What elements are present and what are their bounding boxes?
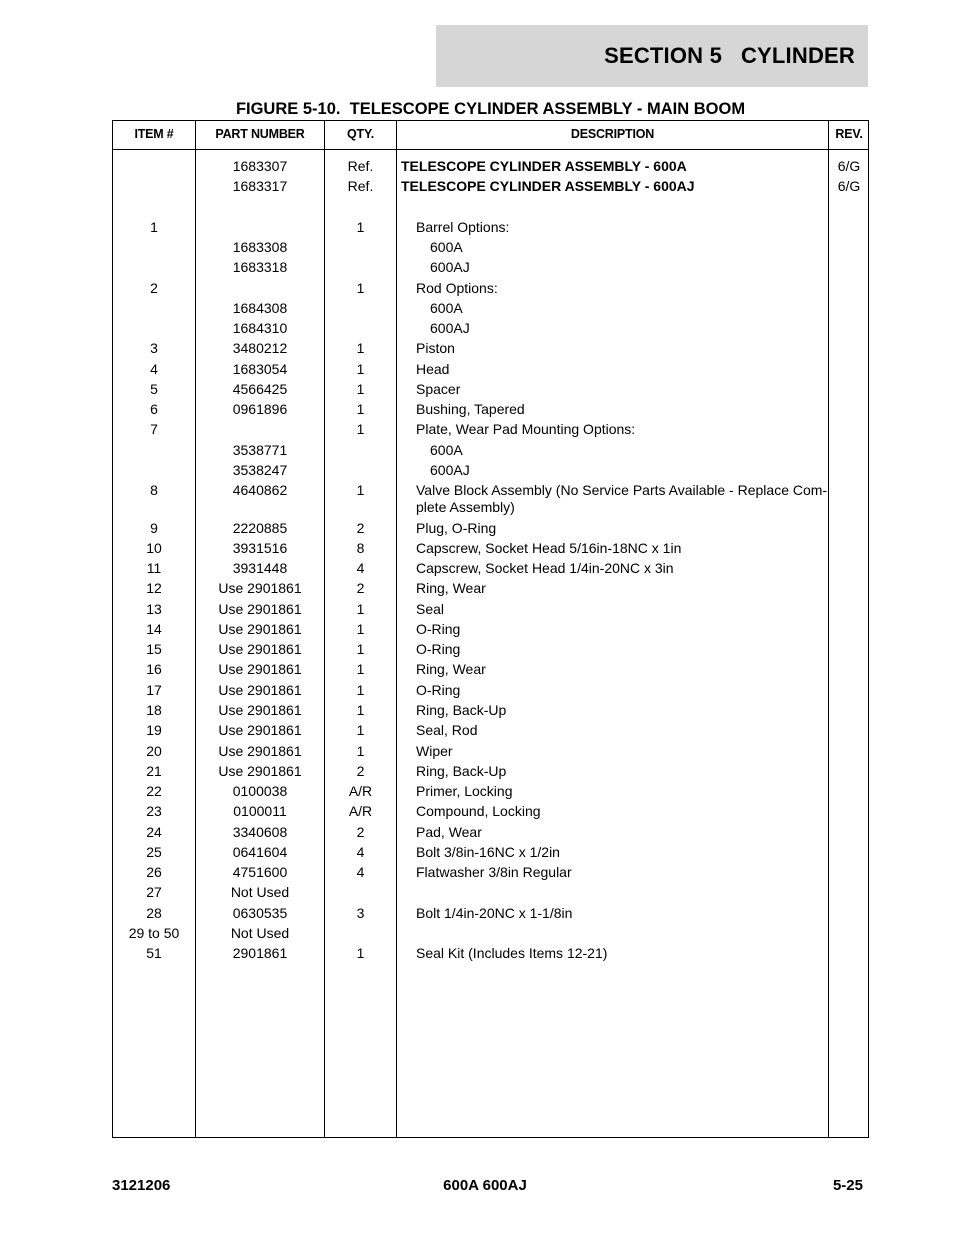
description-cell: Primer, Locking	[416, 783, 513, 799]
description-cell: 600A	[430, 300, 463, 316]
qty-cell: 1	[356, 661, 365, 677]
table-row	[113, 661, 868, 682]
description-cell: Pad, Wear	[416, 824, 482, 840]
qty-cell: 1	[356, 641, 365, 657]
table-row	[113, 300, 868, 320]
description-cell: 600AJ	[430, 320, 470, 336]
part-number-cell: 1683317	[232, 178, 288, 194]
part-number-cell: 1684308	[232, 300, 288, 316]
item-cell: 3	[150, 340, 158, 356]
description-cell: Seal, Rod	[416, 722, 478, 738]
table-row	[113, 158, 868, 178]
part-number-cell: 3931516	[232, 540, 288, 556]
description-cell: Wiper	[416, 743, 453, 759]
description-cell: Plug, O-Ring	[416, 520, 497, 536]
part-number-cell: Use 2901861	[218, 580, 302, 596]
item-cell: 17	[146, 682, 162, 698]
part-number-cell: 0630535	[232, 905, 288, 921]
column-header-description: DESCRIPTION	[570, 127, 655, 141]
table-row	[113, 340, 868, 361]
item-cell: 24	[146, 824, 162, 840]
qty-cell: 2	[356, 520, 365, 536]
description-cell: Bolt 1/4in-20NC x 1-1/8in	[416, 905, 573, 921]
part-number-cell: Not Used	[230, 884, 290, 900]
table-row	[113, 361, 868, 381]
qty-cell: 1	[356, 361, 365, 377]
table-row	[113, 844, 868, 864]
qty-cell: 8	[356, 540, 365, 556]
table-row	[113, 178, 868, 219]
table-row	[113, 601, 868, 621]
table-row	[113, 864, 868, 884]
table-row	[113, 884, 868, 905]
qty-cell: 1	[356, 482, 365, 498]
item-cell: 23	[146, 803, 162, 819]
item-cell: 11	[146, 560, 162, 576]
table-row	[113, 540, 868, 560]
table-row	[113, 462, 868, 482]
item-cell: 8	[150, 482, 158, 498]
part-number-cell: 4640862	[232, 482, 288, 498]
table-row	[113, 219, 868, 239]
description-cell: Valve Block Assembly (No Service Parts Available - Replace Com- plete Assembly)	[416, 482, 828, 515]
part-number-cell: 3340608	[232, 824, 288, 840]
rev-cell: 6/G	[837, 178, 861, 194]
table-row	[113, 580, 868, 601]
column-header-qty: QTY.	[347, 127, 374, 141]
table-row	[113, 783, 868, 803]
rev-cell: 6/G	[837, 158, 861, 174]
description-cell: O-Ring	[416, 682, 461, 698]
part-number-cell: Use 2901861	[218, 722, 302, 738]
description-cell: Rod Options:	[416, 280, 498, 296]
item-cell: 27	[146, 884, 162, 900]
part-number-cell: Use 2901861	[218, 661, 302, 677]
qty-cell: 2	[356, 824, 365, 840]
qty-cell: Ref.	[347, 178, 374, 194]
qty-cell: 1	[356, 945, 365, 961]
part-number-cell: 0100011	[233, 803, 287, 819]
description-cell: Plate, Wear Pad Mounting Options:	[416, 421, 636, 437]
item-cell: 13	[146, 601, 162, 617]
qty-cell: 1	[356, 280, 365, 296]
description-cell: 600A	[430, 442, 463, 458]
item-cell: 25	[146, 844, 162, 860]
item-cell: 16	[146, 661, 162, 677]
description-cell: Capscrew, Socket Head 5/16in-18NC x 1in	[416, 540, 682, 556]
description-cell: 600AJ	[430, 462, 470, 478]
item-cell: 2	[150, 280, 158, 296]
description-cell: Capscrew, Socket Head 1/4in-20NC x 3in	[416, 560, 674, 576]
item-cell: 21	[146, 763, 162, 779]
table-row	[113, 401, 868, 421]
item-cell: 12	[146, 580, 162, 596]
description-cell: O-Ring	[416, 621, 461, 637]
qty-cell: 1	[356, 381, 365, 397]
qty-cell: 2	[356, 580, 365, 596]
description-cell: Head	[416, 361, 450, 377]
table-row	[113, 560, 868, 580]
description-cell: Seal Kit (Includes Items 12-21)	[416, 945, 608, 961]
item-cell: 4	[150, 361, 158, 377]
part-number-cell: Use 2901861	[218, 702, 302, 718]
part-number-cell: 3538247	[232, 462, 288, 478]
section-title: SECTION 5 CYLINDER	[604, 43, 855, 68]
table-row	[113, 641, 868, 661]
part-number-cell: 1683054	[232, 361, 288, 377]
part-number-cell: 1683318	[232, 259, 288, 275]
item-cell: 20	[146, 743, 162, 759]
description-cell: Piston	[416, 340, 455, 356]
footer-page-number: 5-25	[832, 1177, 863, 1194]
column-header-rev: REV.	[835, 127, 863, 141]
column-header-part-number: PART NUMBER	[215, 127, 305, 141]
table-row	[113, 824, 868, 844]
part-number-cell: 1684310	[232, 320, 288, 336]
table-row	[113, 722, 868, 743]
part-number-cell: 3480212	[232, 340, 288, 356]
table-row	[113, 239, 868, 259]
part-number-cell: 3538771	[232, 442, 288, 458]
table-row	[113, 381, 868, 401]
description-cell: Barrel Options:	[416, 219, 510, 235]
table-row	[113, 280, 868, 300]
table-row	[113, 743, 868, 763]
part-number-cell: Use 2901861	[218, 601, 302, 617]
part-number-cell: 2220885	[232, 520, 288, 536]
table-row	[113, 763, 868, 783]
description-cell: Ring, Back-Up	[416, 702, 507, 718]
description-cell: O-Ring	[416, 641, 461, 657]
table-row	[113, 442, 868, 462]
item-cell: 26	[146, 864, 162, 880]
parts-table	[112, 120, 869, 1138]
description-cell: Bushing, Tapered	[416, 401, 525, 417]
qty-cell: 1	[356, 621, 365, 637]
item-cell: 6	[150, 401, 158, 417]
table-row	[113, 682, 868, 702]
qty-cell: 4	[356, 844, 365, 860]
table-row	[113, 803, 868, 824]
qty-cell: A/R	[348, 803, 373, 819]
item-cell: 10	[146, 540, 162, 556]
figure-title: FIGURE 5-10. TELESCOPE CYLINDER ASSEMBLY - MAIN BOOM	[235, 100, 746, 118]
description-cell: TELESCOPE CYLINDER ASSEMBLY - 600AJ	[401, 178, 695, 194]
part-number-cell: Use 2901861	[218, 682, 302, 698]
qty-cell: Ref.	[347, 158, 374, 174]
part-number-cell: 3931448	[232, 560, 288, 576]
description-cell: Seal	[416, 601, 445, 617]
item-cell: 51	[146, 945, 162, 961]
description-cell: 600AJ	[430, 259, 470, 275]
column-header-item: ITEM #	[134, 127, 174, 141]
item-cell: 14	[146, 621, 162, 637]
item-cell: 29 to 50	[128, 925, 180, 941]
qty-cell: 1	[356, 743, 365, 759]
item-cell: 5	[150, 381, 158, 397]
item-cell: 7	[150, 421, 158, 437]
qty-cell: 1	[356, 219, 365, 235]
qty-cell: 1	[356, 421, 365, 437]
table-row	[113, 925, 868, 945]
description-cell: Spacer	[416, 381, 461, 397]
qty-cell: 1	[356, 601, 365, 617]
part-number-cell: 0100038	[232, 783, 288, 799]
description-cell: Bolt 3/8in-16NC x 1/2in	[416, 844, 560, 860]
part-number-cell: 4751600	[232, 864, 288, 880]
qty-cell: A/R	[348, 783, 373, 799]
qty-cell: 1	[356, 682, 365, 698]
part-number-cell: 0961896	[232, 401, 288, 417]
part-number-cell: 4566425	[232, 381, 288, 397]
qty-cell: 1	[356, 702, 365, 718]
description-cell: Ring, Back-Up	[416, 763, 507, 779]
item-cell: 22	[146, 783, 162, 799]
qty-cell: 1	[356, 722, 365, 738]
qty-cell: 4	[356, 560, 365, 576]
qty-cell: 2	[356, 763, 365, 779]
table-row	[113, 945, 868, 965]
footer-models: 600A 600AJ	[443, 1177, 527, 1194]
description-cell: 600A	[430, 239, 463, 255]
part-number-cell: Use 2901861	[218, 621, 302, 637]
item-cell: 15	[146, 641, 162, 657]
table-row	[113, 320, 868, 340]
qty-cell: 1	[356, 401, 365, 417]
section-header-banner	[436, 25, 868, 87]
item-cell: 19	[146, 722, 162, 738]
qty-cell: 1	[356, 340, 365, 356]
part-number-cell: Use 2901861	[218, 641, 302, 657]
part-number-cell: 1683307	[232, 158, 288, 174]
item-cell: 28	[146, 905, 162, 921]
description-cell: Flatwasher 3/8in Regular	[416, 864, 572, 880]
item-cell: 9	[150, 520, 158, 536]
description-cell: Ring, Wear	[416, 580, 486, 596]
table-row	[113, 421, 868, 442]
table-body	[113, 149, 868, 965]
footer-doc-number: 3121206	[112, 1177, 171, 1194]
part-number-cell: Use 2901861	[218, 743, 302, 759]
table-row	[113, 702, 868, 722]
table-row	[113, 482, 868, 520]
description-cell: Ring, Wear	[416, 661, 486, 677]
table-row	[113, 621, 868, 641]
table-row	[113, 259, 868, 280]
item-cell: 18	[146, 702, 162, 718]
table-row	[113, 905, 868, 925]
part-number-cell: 2901861	[232, 945, 288, 961]
part-number-cell: Use 2901861	[218, 763, 302, 779]
qty-cell: 3	[356, 905, 365, 921]
part-number-cell: Not Used	[230, 925, 290, 941]
part-number-cell: 1683308	[232, 239, 288, 255]
qty-cell: 4	[356, 864, 365, 880]
part-number-cell: 0641604	[232, 844, 288, 860]
table-row	[113, 520, 868, 540]
description-cell: TELESCOPE CYLINDER ASSEMBLY - 600A	[401, 158, 687, 174]
description-cell: Compound, Locking	[416, 803, 541, 819]
table-header-row	[113, 121, 868, 150]
item-cell: 1	[150, 219, 158, 235]
